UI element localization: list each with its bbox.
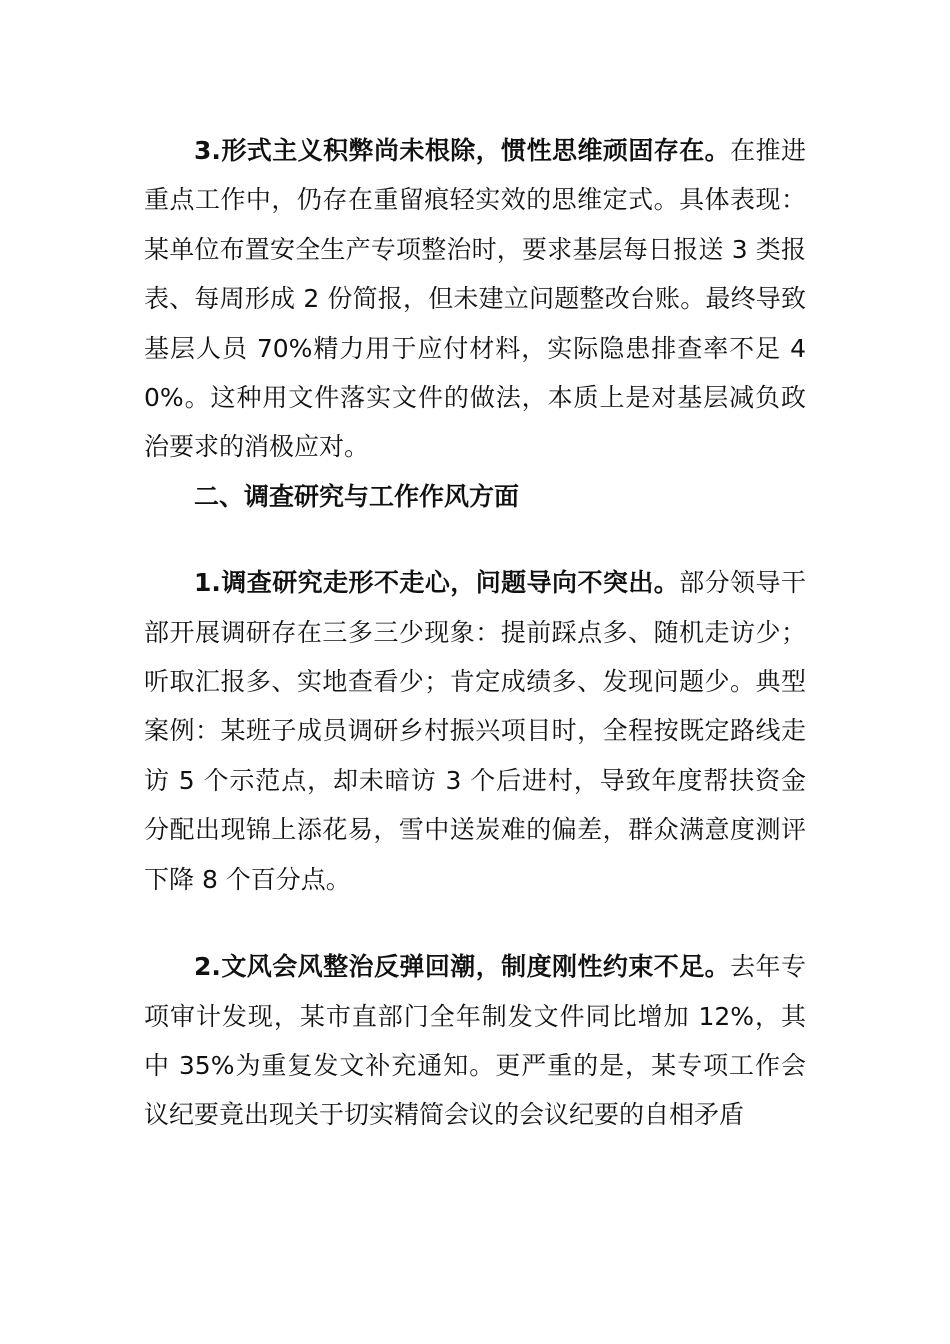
paragraph-body: 部分领导干部开展调研存在三多三少现象：提前踩点多、随机走访少；听取汇报多、实地查看少；肯定成绩多、发现问题少。典型案例：某班子成员调研乡村振兴项目时，全程按既定路线走访 5 个示范点，却未暗访 3 个后进村，导致年度帮扶资金分配出现锦上添花易，雪中送炭难的偏差，群众满意度测评下降 8 个百分点。: [144, 568, 806, 894]
paragraph-lead: 2.文风会风整治反弹回潮，制度刚性约束不足。: [194, 952, 731, 982]
document-page: [144, 126, 806, 1140]
paragraph-meetings: [144, 942, 806, 1140]
paragraph-research: [144, 558, 806, 904]
paragraph-lead: 3.形式主义积弊尚未根除，惯性思维顽固存在。: [194, 136, 731, 165]
paragraph-body: 在推进重点工作中，仍存在重留痕轻实效的思维定式。具体表现：某单位布置安全生产专项整治时，要求基层每日报送 3 类报表、每周形成 2 份简报，但未建立问题整改台账。最终导致基层人员 70%精力用于应付材料，实际隐患排查率不足 40%。这种用文件落实文件的做法，本质上是对基层减负政治要求的消极应对。: [144, 136, 806, 462]
paragraph-lead: 1.调查研究走形不走心，问题导向不突出。: [194, 568, 680, 598]
paragraph-body: 去年专项审计发现，某市直部门全年制发文件同比增加 12%，其中 35%为重复发文补充通知。更严重的是，某专项工作会议纪要竟出现关于切实精简会议的会议纪要的自相矛盾: [144, 952, 806, 1130]
paragraph-formalism: [144, 126, 806, 472]
section-heading: 二、调查研究与工作作风方面: [194, 481, 520, 511]
